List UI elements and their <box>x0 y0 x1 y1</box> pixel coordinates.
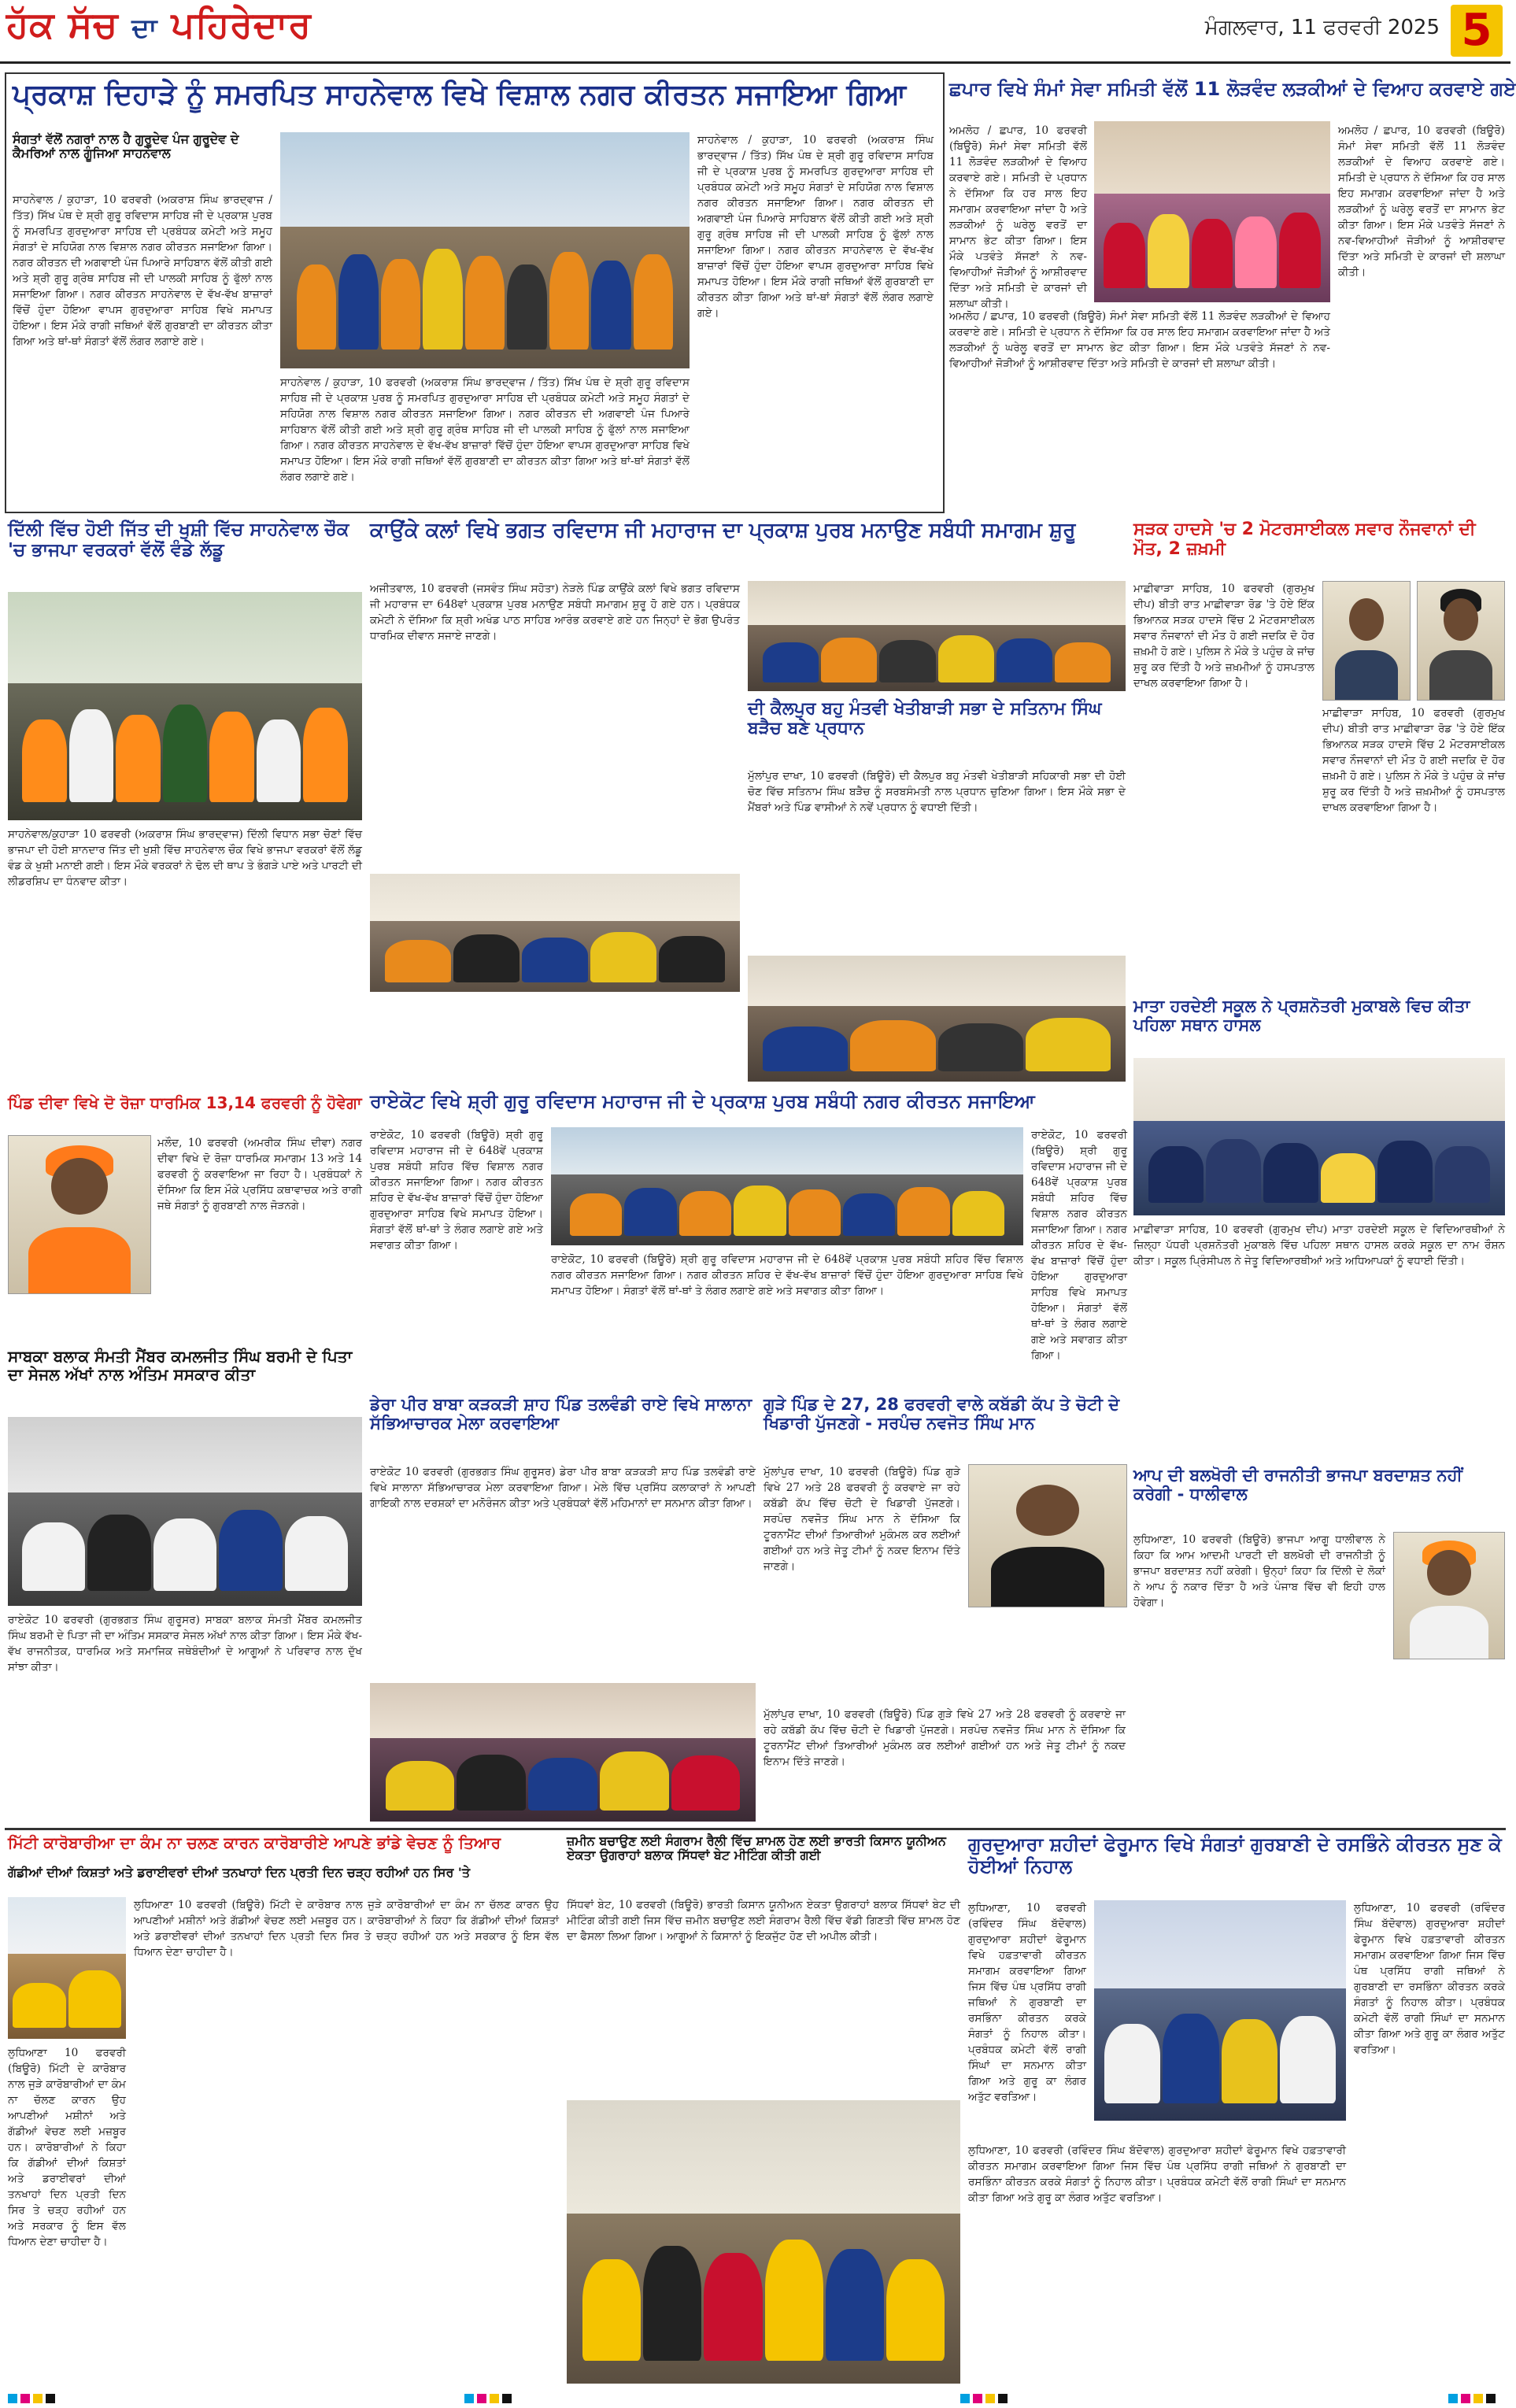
photo-school-students <box>1133 1058 1505 1215</box>
article-dera-mela: ਰਾਏਕੋਟ 10 ਫਰਵਰੀ (ਗੁਰਭਗਤ ਸਿੰਘ ਗੁਰੂਸਰ) ਡੇਰਾ ਪੀਰ ਬਾਬਾ ਕੜਕੜੀ ਸ਼ਾਹ ਪਿੰਡ ਤਲਵੰਡੀ ਰਾਏ ਵਿਖੇ ਸਾਲਾਨਾ ਸੱਭਿਆਚਾਰਕ ਮੇਲਾ ਕਰਵਾਇਆ ਗਿਆ। ਮੇਲੇ ਵਿੱਚ ਪ੍ਰਸਿੱਧ ਕਲਾਕਾਰਾਂ ਨੇ ਆਪਣੀ ਗਾਇਕੀ ਨਾਲ ਦਰਸ਼ਕਾਂ ਦਾ ਮਨੋਰੰਜਨ ਕੀਤਾ ਅਤੇ ਪ੍ਰਬੰਧਕਾਂ ਵੱਲੋਂ ਮਹਿਮਾਨਾਂ ਦਾ ਸਨਮਾਨ ਕੀਤਾ ਗਿਆ। <box>370 1466 756 1510</box>
article-raikot-col2: ਰਾਏਕੋਟ, 10 ਫਰਵਰੀ (ਬਿਊਰੋ) ਸ਼੍ਰੀ ਗੁਰੂ ਰਵਿਦਾਸ ਮਹਾਰਾਜ ਜੀ ਦੇ 648ਵੇਂ ਪ੍ਰਕਾਸ਼ ਪੁਰਬ ਸਬੰਧੀ ਸ਼ਹਿਰ ਵਿੱਚ ਵਿਸ਼ਾਲ ਨਗਰ ਕੀਰਤਨ ਸਜਾਇਆ ਗਿਆ। ਨਗਰ ਕੀਰਤਨ ਸ਼ਹਿਰ ਦੇ ਵੱਖ-ਵੱਖ ਬਾਜ਼ਾਰਾਂ ਵਿੱਚੋਂ ਹੁੰਦਾ ਹੋਇਆ ਗੁਰਦੁਆਰਾ ਸਾਹਿਬ ਵਿਖੇ ਸਮਾਪਤ ਹੋਇਆ। ਸੰਗਤਾਂ ਵੱਲੋਂ ਥਾਂ-ਥਾਂ ਤੇ ਲੰਗਰ ਲਗਾਏ ਗਏ ਅਤੇ ਸਵਾਗਤ ਕੀਤਾ ਗਿਆ। <box>1031 1129 1127 1362</box>
headline-gurdwara-pheruman: ਗੁਰਦੁਆਰਾ ਸ਼ਹੀਦਾਂ ਫੇਰੂਮਾਨ ਵਿਖੇ ਸੰਗਤਾਂ ਗੁਰਬਾਣੀ ਦੇ ਰਸਭਿੰਨੇ ਕੀਰਤਨ ਸੁਣ ਕੇ ਹੋਈਆਂ ਨਿਹਾਲ <box>968 1833 1502 1877</box>
print-registration-strip <box>0 2389 1510 2408</box>
article-raikot-col3: ਰਾਏਕੋਟ, 10 ਫਰਵਰੀ (ਬਿਊਰੋ) ਸ਼੍ਰੀ ਗੁਰੂ ਰਵਿਦਾਸ ਮਹਾਰਾਜ ਜੀ ਦੇ 648ਵੇਂ ਪ੍ਰਕਾਸ਼ ਪੁਰਬ ਸਬੰਧੀ ਸ਼ਹਿਰ ਵਿੱਚ ਵਿਸ਼ਾਲ ਨਗਰ ਕੀਰਤਨ ਸਜਾਇਆ ਗਿਆ। ਨਗਰ ਕੀਰਤਨ ਸ਼ਹਿਰ ਦੇ ਵੱਖ-ਵੱਖ ਬਾਜ਼ਾਰਾਂ ਵਿੱਚੋਂ ਹੁੰਦਾ ਹੋਇਆ ਗੁਰਦੁਆਰਾ ਸਾਹਿਬ ਵਿਖੇ ਸਮਾਪਤ ਹੋਇਆ। ਸੰਗਤਾਂ ਵੱਲੋਂ ਥਾਂ-ਥਾਂ ਤੇ ਲੰਗਰ ਲਗਾਏ ਗਏ ਅਤੇ ਸਵਾਗਤ ਕੀਤਾ ਗਿਆ। <box>551 1253 1023 1297</box>
article-diwa-program: ਮਲੌਦ, 10 ਫਰਵਰੀ (ਅਮਰੀਕ ਸਿੰਘ ਦੀਵਾ) ਨਗਰ ਦੀਵਾ ਵਿਖੇ ਦੋ ਰੋਜ਼ਾ ਧਾਰਮਿਕ ਸਮਾਗਮ 13 ਅਤੇ 14 ਫਰਵਰੀ ਨੂੰ ਕਰਵਾਇਆ ਜਾ ਰਿਹਾ ਹੈ। ਪ੍ਰਬੰਧਕਾਂ ਨੇ ਦੱਸਿਆ ਕਿ ਇਸ ਮੌਕੇ ਪ੍ਰਸਿੱਧ ਕਥਾਵਾਚਕ ਅਤੇ ਰਾਗੀ ਜਥੇ ਸੰਗਤਾਂ ਨੂੰ ਗੁਰਬਾਣੀ ਨਾਲ ਜੋੜਨਗੇ। <box>157 1137 362 1212</box>
article-weddings-col2: ਅਮਲੋਹ / ਛਪਾਰ, 10 ਫਰਵਰੀ (ਬਿਊਰੋ) ਸੰਮਾਂ ਸੇਵਾ ਸਮਿਤੀ ਵੱਲੋਂ 11 ਲੋੜਵੰਦ ਲੜਕੀਆਂ ਦੇ ਵਿਆਹ ਕਰਵਾਏ ਗਏ। ਸਮਿਤੀ ਦੇ ਪ੍ਰਧਾਨ ਨੇ ਦੱਸਿਆ ਕਿ ਹਰ ਸਾਲ ਇਹ ਸਮਾਗਮ ਕਰਵਾਇਆ ਜਾਂਦਾ ਹੈ ਅਤੇ ਲੜਕੀਆਂ ਨੂੰ ਘਰੇਲੂ ਵਰਤੋਂ ਦਾ ਸਾਮਾਨ ਭੇਟ ਕੀਤਾ ਗਿਆ। ਇਸ ਮੌਕੇ ਪਤਵੰਤੇ ਸੱਜਣਾਂ ਨੇ ਨਵ-ਵਿਆਹੀਆਂ ਜੋੜੀਆਂ ਨੂੰ ਆਸ਼ੀਰਵਾਦ ਦਿੱਤਾ ਅਤੇ ਸਮਿਤੀ ਦੇ ਕਾਰਜਾਂ ਦੀ ਸ਼ਲਾਘਾ ਕੀਤੀ। <box>1338 124 1505 279</box>
photo-barmi-cremation <box>8 1417 362 1606</box>
article-pheruman-col2: ਲੁਧਿਆਣਾ, 10 ਫਰਵਰੀ (ਰਵਿੰਦਰ ਸਿੰਘ ਬੱਦੋਵਾਲ) ਗੁਰਦੁਆਰਾ ਸ਼ਹੀਦਾਂ ਫੇਰੂਮਾਨ ਵਿਖੇ ਹਫ਼ਤਾਵਾਰੀ ਕੀਰਤਨ ਸਮਾਗਮ ਕਰਵਾਇਆ ਗਿਆ ਜਿਸ ਵਿੱਚ ਪੰਥ ਪ੍ਰਸਿੱਧ ਰਾਗੀ ਜਥਿਆਂ ਨੇ ਗੁਰਬਾਣੀ ਦਾ ਰਸਭਿੰਨਾ ਕੀਰਤਨ ਕਰਕੇ ਸੰਗਤਾਂ ਨੂੰ ਨਿਹਾਲ ਕੀਤਾ। ਪ੍ਰਬੰਧਕ ਕਮੇਟੀ ਵੱਲੋਂ ਰਾਗੀ ਸਿੰਘਾਂ ਦਾ ਸਨਮਾਨ ਕੀਤਾ ਗਿਆ ਅਤੇ ਗੁਰੂ ਕਾ ਲੰਗਰ ਅਤੁੱਟ ਵਰਤਿਆ। <box>1354 1902 1505 2056</box>
photo-kailpur-group <box>370 874 740 992</box>
article-kaunke-kalan-col1: ਅਜੀਤਵਾਲ, 10 ਫਰਵਰੀ (ਜਸਵੰਤ ਸਿੰਘ ਸਹੋਤਾ) ਨੇੜਲੇ ਪਿੰਡ ਕਾਉਂਕੇ ਕਲਾਂ ਵਿਖੇ ਭਗਤ ਰਵਿਦਾਸ ਜੀ ਮਹਾਰਾਜ ਦਾ 648ਵਾਂ ਪ੍ਰਕਾਸ਼ ਪੁਰਬ ਮਨਾਉਣ ਸਬੰਧੀ ਸਮਾਗਮ ਸ਼ੁਰੂ ਹੋ ਗਏ ਹਨ। ਪ੍ਰਬੰਧਕ ਕਮੇਟੀ ਨੇ ਦੱਸਿਆ ਕਿ ਸ਼੍ਰੀ ਅਖੰਡ ਪਾਠ ਸਾਹਿਬ ਆਰੰਭ ਕਰਵਾਏ ਗਏ ਹਨ ਜਿਨ੍ਹਾਂ ਦੇ ਭੋਗ ਉਪਰੰਤ ਧਾਰਮਿਕ ਦੀਵਾਨ ਸਜਾਏ ਜਾਣਗੇ। <box>370 583 740 642</box>
headline-school-quiz: ਮਾਤਾ ਹਰਦੇਈ ਸਕੂਲ ਨੇ ਪ੍ਰਸ਼ਨੋਤਰੀ ਮੁਕਾਬਲੇ ਵਿਚ ਕੀਤਾ ਪਹਿਲਾ ਸਥਾਨ ਹਾਸਲ <box>1133 997 1470 1035</box>
photo-mitti-excavator <box>8 1897 126 2039</box>
article-mitti-col1: ਲੁਧਿਆਣਾ 10 ਫਰਵਰੀ (ਬਿਊਰੋ) ਮਿੱਟੀ ਦੇ ਕਾਰੋਬਾਰ ਨਾਲ ਜੁੜੇ ਕਾਰੋਬਾਰੀਆਂ ਦਾ ਕੰਮ ਨਾ ਚੱਲਣ ਕਾਰਨ ਉਹ ਆਪਣੀਆਂ ਮਸ਼ੀਨਾਂ ਅਤੇ ਗੱਡੀਆਂ ਵੇਚਣ ਲਈ ਮਜ਼ਬੂਰ ਹਨ। ਕਾਰੋਬਾਰੀਆਂ ਨੇ ਕਿਹਾ ਕਿ ਗੱਡੀਆਂ ਦੀਆਂ ਕਿਸ਼ਤਾਂ ਅਤੇ ਡਰਾਈਵਰਾਂ ਦੀਆਂ ਤਨਖਾਹਾਂ ਦਿਨ ਪ੍ਰਤੀ ਦਿਨ ਸਿਰ ਤੇ ਚੜ੍ਹ ਰਹੀਆਂ ਹਨ ਅਤੇ ਸਰਕਾਰ ਨੂੰ ਇਸ ਵੱਲ ਧਿਆਨ ਦੇਣਾ ਚਾਹੀਦਾ ਹੈ। <box>8 2047 126 2248</box>
title-part-a: ਹੱਕ ਸੱਚ <box>6 3 119 46</box>
article-barmi-cremation: ਰਾਏਕੋਟ 10 ਫਰਵਰੀ (ਗੁਰਭਗਤ ਸਿੰਘ ਗੁਰੂਸਰ) ਸਾਬਕਾ ਬਲਾਕ ਸੰਮਤੀ ਮੈਂਬਰ ਕਮਲਜੀਤ ਸਿੰਘ ਬਰਮੀ ਦੇ ਪਿਤਾ ਜੀ ਦਾ ਅੰਤਿਮ ਸਸਕਾਰ ਸੇਜਲ ਅੱਖਾਂ ਨਾਲ ਕੀਤਾ ਗਿਆ। ਇਸ ਮੌਕੇ ਵੱਖ-ਵੱਖ ਰਾਜਨੀਤਕ, ਧਾਰਮਿਕ ਅਤੇ ਸਮਾਜਿਕ ਜਥੇਬੰਦੀਆਂ ਦੇ ਆਗੂਆਂ ਨੇ ਪਰਿਵਾਰ ਨਾਲ ਦੁੱਖ ਸਾਂਝਾ ਕੀਤਾ। <box>8 1614 362 1674</box>
photo-dhaliwal <box>1393 1532 1505 1659</box>
article-weddings-col1: ਅਮਲੋਹ / ਛਪਾਰ, 10 ਫਰਵਰੀ (ਬਿਊਰੋ) ਸੰਮਾਂ ਸੇਵਾ ਸਮਿਤੀ ਵੱਲੋਂ 11 ਲੋੜਵੰਦ ਲੜਕੀਆਂ ਦੇ ਵਿਆਹ ਕਰਵਾਏ ਗਏ। ਸਮਿਤੀ ਦੇ ਪ੍ਰਧਾਨ ਨੇ ਦੱਸਿਆ ਕਿ ਹਰ ਸਾਲ ਇਹ ਸਮਾਗਮ ਕਰਵਾਇਆ ਜਾਂਦਾ ਹੈ ਅਤੇ ਲੜਕੀਆਂ ਨੂੰ ਘਰੇਲੂ ਵਰਤੋਂ ਦਾ ਸਾਮਾਨ ਭੇਟ ਕੀਤਾ ਗਿਆ। ਇਸ ਮੌਕੇ ਪਤਵੰਤੇ ਸੱਜਣਾਂ ਨੇ ਨਵ-ਵਿਆਹੀਆਂ ਜੋੜੀਆਂ ਨੂੰ ਆਸ਼ੀਰਵਾਦ ਦਿੱਤਾ ਅਤੇ ਸਮਿਤੀ ਦੇ ਕਾਰਜਾਂ ਦੀ ਸ਼ਲਾਘਾ ਕੀਤੀ। <box>949 124 1087 310</box>
headline-dhaliwal-statement: ਆਪ ਦੀ ਬਲਖੋਰੀ ਦੀ ਰਾਜਨੀਤੀ ਭਾਜਪਾ ਬਰਦਾਸ਼ਤ ਨਹੀਂ ਕਰੇਗੀ - ਧਾਲੀਵਾਲ <box>1133 1466 1462 1504</box>
headline-gure-kabaddi: ਗੁੜੇ ਪਿੰਡ ਦੇ 27, 28 ਫਰਵਰੀ ਵਾਲੇ ਕਬੱਡੀ ਕੱਪ ਤੇ ਚੋਟੀ ਦੇ ਖਿਡਾਰੀ ਪੁੱਜਣਗੇ - ਸਰਪੰਚ ਨਵਜੋਤ ਸਿੰਘ ਮਾਨ <box>764 1395 1120 1433</box>
article-weddings-col3: ਅਮਲੋਹ / ਛਪਾਰ, 10 ਫਰਵਰੀ (ਬਿਊਰੋ) ਸੰਮਾਂ ਸੇਵਾ ਸਮਿਤੀ ਵੱਲੋਂ 11 ਲੋੜਵੰਦ ਲੜਕੀਆਂ ਦੇ ਵਿਆਹ ਕਰਵਾਏ ਗਏ। ਸਮਿਤੀ ਦੇ ਪ੍ਰਧਾਨ ਨੇ ਦੱਸਿਆ ਕਿ ਹਰ ਸਾਲ ਇਹ ਸਮਾਗਮ ਕਰਵਾਇਆ ਜਾਂਦਾ ਹੈ ਅਤੇ ਲੜਕੀਆਂ ਨੂੰ ਘਰੇਲੂ ਵਰਤੋਂ ਦਾ ਸਾਮਾਨ ਭੇਟ ਕੀਤਾ ਗਿਆ। ਇਸ ਮੌਕੇ ਪਤਵੰਤੇ ਸੱਜਣਾਂ ਨੇ ਨਵ-ਵਿਆਹੀਆਂ ਜੋੜੀਆਂ ਨੂੰ ਆਸ਼ੀਰਵਾਦ ਦਿੱਤਾ ਅਤੇ ਸਮਿਤੀ ਦੇ ਕਾਰਜਾਂ ਦੀ ਸ਼ਲਾਘਾ ਕੀਤੀ। <box>949 310 1330 370</box>
headline-raikot-nagar-kirtan: ਰਾਏਕੋਟ ਵਿਖੇ ਸ਼੍ਰੀ ਗੁਰੂ ਰਵਿਦਾਸ ਮਹਾਰਾਜ ਜੀ ਦੇ ਪ੍ਰਕਾਸ਼ ਪੁਰਬ ਸਬੰਧੀ ਨਗਰ ਕੀਰਤਨ ਸਜਾਇਆ <box>370 1090 1035 1112</box>
photo-pheruman-kirtan <box>1094 1900 1346 2121</box>
photo-raikot-procession <box>551 1127 1023 1245</box>
article-nagar-kirtan-col3: ਸਾਹਨੇਵਾਲ / ਕੁਹਾੜਾ, 10 ਫਰਵਰੀ (ਅਕਰਾਸ਼ ਸਿੰਘ ਭਾਰਦ੍ਵਾਜ / ਤਿੱਤ) ਸਿੱਖ ਪੰਥ ਦੇ ਸ਼੍ਰੀ ਗੁਰੂ ਰਵਿਦਾਸ ਸਾਹਿਬ ਜੀ ਦੇ ਪ੍ਰਕਾਸ਼ ਪੁਰਬ ਨੂੰ ਸਮਰਪਿਤ ਗੁਰਦੁਆਰਾ ਸਾਹਿਬ ਦੀ ਪ੍ਰਬੰਧਕ ਕਮੇਟੀ ਅਤੇ ਸਮੂਹ ਸੰਗਤਾਂ ਦੇ ਸਹਿਯੋਗ ਨਾਲ ਵਿਸ਼ਾਲ ਨਗਰ ਕੀਰਤਨ ਸਜਾਇਆ ਗਿਆ। ਨਗਰ ਕੀਰਤਨ ਦੀ ਅਗਵਾਈ ਪੰਜ ਪਿਆਰੇ ਸਾਹਿਬਾਨ ਵੱਲੋਂ ਕੀਤੀ ਗਈ ਅਤੇ ਸ਼੍ਰੀ ਗੁਰੂ ਗ੍ਰੰਥ ਸਾਹਿਬ ਜੀ ਦੀ ਪਾਲਕੀ ਸਾਹਿਬ ਨੂੰ ਫੁੱਲਾਂ ਨਾਲ ਸਜਾਇਆ ਗਿਆ। ਨਗਰ ਕੀਰਤਨ ਸਾਹਨੇਵਾਲ ਦੇ ਵੱਖ-ਵੱਖ ਬਾਜ਼ਾਰਾਂ ਵਿੱਚੋਂ ਹੁੰਦਾ ਹੋਇਆ ਵਾਪਸ ਗੁਰਦੁਆਰਾ ਸਾਹਿਬ ਵਿਖੇ ਸਮਾਪਤ ਹੋਇਆ। ਇਸ ਮੌਕੇ ਰਾਗੀ ਜਥਿਆਂ ਵੱਲੋਂ ਗੁਰਬਾਣੀ ਦਾ ਕੀਰਤਨ ਕੀਤਾ ਗਿਆ ਅਤੇ ਥਾਂ-ਥਾਂ ਸੰਗਤਾਂ ਵੱਲੋਂ ਲੰਗਰ ਲਗਾਏ ਗਏ। <box>697 134 934 320</box>
headline-kaunke-kalan: ਕਾਉਂਕੇ ਕਲਾਂ ਵਿਖੇ ਭਗਤ ਰਵਿਦਾਸ ਜੀ ਮਹਾਰਾਜ ਦਾ ਪ੍ਰਕਾਸ਼ ਪੁਰਬ ਮਨਾਉਣ ਸਬੰਧੀ ਸਮਾਗਮ ਸ਼ੁਰੂ <box>370 519 1076 542</box>
article-kisan-union: ਸਿੱਧਵਾਂ ਬੇਟ, 10 ਫਰਵਰੀ (ਬਿਊਰੋ) ਭਾਰਤੀ ਕਿਸਾਨ ਯੂਨੀਅਨ ਏਕਤਾ ਉਗਰਾਹਾਂ ਬਲਾਕ ਸਿੱਧਵਾਂ ਬੇਟ ਦੀ ਮੀਟਿੰਗ ਕੀਤੀ ਗਈ ਜਿਸ ਵਿੱਚ ਜ਼ਮੀਨ ਬਚਾਉਣ ਲਈ ਸੰਗਰਾਮ ਰੈਲੀ ਵਿੱਚ ਵੱਡੀ ਗਿਣਤੀ ਵਿੱਚ ਸ਼ਾਮਲ ਹੋਣ ਦਾ ਫੈਸਲਾ ਲਿਆ ਗਿਆ। ਆਗੂਆਂ ਨੇ ਕਿਸਾਨਾਂ ਨੂੰ ਇਕਜੁੱਟ ਹੋਣ ਦੀ ਅਪੀਲ ਕੀਤੀ। <box>567 1899 960 1943</box>
article-mitti-col2: ਲੁਧਿਆਣਾ 10 ਫਰਵਰੀ (ਬਿਊਰੋ) ਮਿੱਟੀ ਦੇ ਕਾਰੋਬਾਰ ਨਾਲ ਜੁੜੇ ਕਾਰੋਬਾਰੀਆਂ ਦਾ ਕੰਮ ਨਾ ਚੱਲਣ ਕਾਰਨ ਉਹ ਆਪਣੀਆਂ ਮਸ਼ੀਨਾਂ ਅਤੇ ਗੱਡੀਆਂ ਵੇਚਣ ਲਈ ਮਜ਼ਬੂਰ ਹਨ। ਕਾਰੋਬਾਰੀਆਂ ਨੇ ਕਿਹਾ ਕਿ ਗੱਡੀਆਂ ਦੀਆਂ ਕਿਸ਼ਤਾਂ ਅਤੇ ਡਰਾਈਵਰਾਂ ਦੀਆਂ ਤਨਖਾਹਾਂ ਦਿਨ ਪ੍ਰਤੀ ਦਿਨ ਸਿਰ ਤੇ ਚੜ੍ਹ ਰਹੀਆਂ ਹਨ ਅਤੇ ਸਰਕਾਰ ਨੂੰ ਇਸ ਵੱਲ ਧਿਆਨ ਦੇਣਾ ਚਾਹੀਦਾ ਹੈ। <box>134 1899 559 1959</box>
photo-diwa-speaker <box>8 1135 151 1294</box>
newspaper-title <box>6 3 312 47</box>
photo-nagar-kirtan <box>280 132 690 368</box>
article-road-accident: ਮਾਛੀਵਾੜਾ ਸਾਹਿਬ, 10 ਫਰਵਰੀ (ਗੁਰਮੁਖ ਦੀਪ) ਬੀਤੀ ਰਾਤ ਮਾਛੀਵਾੜਾ ਰੋਡ 'ਤੇ ਹੋਏ ਇੱਕ ਭਿਆਨਕ ਸੜਕ ਹਾਦਸੇ ਵਿੱਚ 2 ਮੋਟਰਸਾਈਕਲ ਸਵਾਰ ਨੌਜਵਾਨਾਂ ਦੀ ਮੌਤ ਹੋ ਗਈ ਜਦਕਿ ਦੋ ਹੋਰ ਜ਼ਖ਼ਮੀ ਹੋ ਗਏ। ਪੁਲਿਸ ਨੇ ਮੌਕੇ ਤੇ ਪਹੁੰਚ ਕੇ ਜਾਂਚ ਸ਼ੁਰੂ ਕਰ ਦਿੱਤੀ ਹੈ ਅਤੇ ਜ਼ਖ਼ਮੀਆਂ ਨੂੰ ਹਸਪਤਾਲ ਦਾਖਲ ਕਰਵਾਇਆ ਗਿਆ ਹੈ। <box>1133 583 1314 690</box>
article-gure-kabaddi: ਮੁੱਲਾਂਪੁਰ ਦਾਖਾ, 10 ਫਰਵਰੀ (ਬਿਊਰੋ) ਪਿੰਡ ਗੁੜੇ ਵਿਖੇ 27 ਅਤੇ 28 ਫਰਵਰੀ ਨੂੰ ਕਰਵਾਏ ਜਾ ਰਹੇ ਕਬੱਡੀ ਕੱਪ ਵਿੱਚ ਚੋਟੀ ਦੇ ਖਿਡਾਰੀ ਪੁੱਜਣਗੇ। ਸਰਪੰਚ ਨਵਜੋਤ ਸਿੰਘ ਮਾਨ ਨੇ ਦੱਸਿਆ ਕਿ ਟੂਰਨਾਮੈਂਟ ਦੀਆਂ ਤਿਆਰੀਆਂ ਮੁਕੰਮਲ ਕਰ ਲਈਆਂ ਗਈਆਂ ਹਨ ਅਤੇ ਜੇਤੂ ਟੀਮਾਂ ਨੂੰ ਨਕਦ ਇਨਾਮ ਦਿੱਤੇ ਜਾਣਗੇ। <box>764 1466 960 1573</box>
headline-mitti-karobar: ਮਿੱਟੀ ਕਾਰੋਬਾਰੀਆ ਦਾ ਕੰਮ ਨਾ ਚਲਣ ਕਾਰਨ ਕਾਰੋਬਾਰੀਏ ਆਪਣੇ ਭਾਂਡੇ ਵੇਚਣ ਨੂੰ ਤਿਆਰ <box>8 1833 501 1852</box>
article-gure-kabaddi-col2: ਮੁੱਲਾਂਪੁਰ ਦਾਖਾ, 10 ਫਰਵਰੀ (ਬਿਊਰੋ) ਪਿੰਡ ਗੁੜੇ ਵਿਖੇ 27 ਅਤੇ 28 ਫਰਵਰੀ ਨੂੰ ਕਰਵਾਏ ਜਾ ਰਹੇ ਕਬੱਡੀ ਕੱਪ ਵਿੱਚ ਚੋਟੀ ਦੇ ਖਿਡਾਰੀ ਪੁੱਜਣਗੇ। ਸਰਪੰਚ ਨਵਜੋਤ ਸਿੰਘ ਮਾਨ ਨੇ ਦੱਸਿਆ ਕਿ ਟੂਰਨਾਮੈਂਟ ਦੀਆਂ ਤਿਆਰੀਆਂ ਮੁਕੰਮਲ ਕਰ ਲਈਆਂ ਗਈਆਂ ਹਨ ਅਤੇ ਜੇਤੂ ਟੀਮਾਂ ਨੂੰ ਨਕਦ ਇਨਾਮ ਦਿੱਤੇ ਜਾਣਗੇ। <box>764 1708 1126 1768</box>
photo-dera-mela <box>370 1683 756 1822</box>
headline-kisan-union: ਜ਼ਮੀਨ ਬਚਾਉਣ ਲਈ ਸੰਗਰਾਮ ਰੈਲੀ ਵਿੱਚ ਸ਼ਾਮਲ ਹੋਣ ਲਈ ਭਾਰਤੀ ਕਿਸਾਨ ਯੂਨੀਅਨ ਏਕਤਾ ਉਗਰਾਹਾਂ ਬਲਾਕ ਸਿੱਧਵਾਂ ਬੇਟ ਮੀਟਿੰਗ ਕੀਤੀ ਗਈ <box>567 1833 946 1863</box>
article-road-accident-col2: ਮਾਛੀਵਾੜਾ ਸਾਹਿਬ, 10 ਫਰਵਰੀ (ਗੁਰਮੁਖ ਦੀਪ) ਬੀਤੀ ਰਾਤ ਮਾਛੀਵਾੜਾ ਰੋਡ 'ਤੇ ਹੋਏ ਇੱਕ ਭਿਆਨਕ ਸੜਕ ਹਾਦਸੇ ਵਿੱਚ 2 ਮੋਟਰਸਾਈਕਲ ਸਵਾਰ ਨੌਜਵਾਨਾਂ ਦੀ ਮੌਤ ਹੋ ਗਈ ਜਦਕਿ ਦੋ ਹੋਰ ਜ਼ਖ਼ਮੀ ਹੋ ਗਏ। ਪੁਲਿਸ ਨੇ ਮੌਕੇ ਤੇ ਪਹੁੰਚ ਕੇ ਜਾਂਚ ਸ਼ੁਰੂ ਕਰ ਦਿੱਤੀ ਹੈ ਅਤੇ ਜ਼ਖ਼ਮੀਆਂ ਨੂੰ ਹਸਪਤਾਲ ਦਾਖਲ ਕਰਵਾਇਆ ਗਿਆ ਹੈ। <box>1322 707 1505 814</box>
headline-bjp-laddoos: ਦਿੱਲੀ ਵਿੱਚ ਹੋਈ ਜਿੱਤ ਦੀ ਖੁਸ਼ੀ ਵਿੱਚ ਸਾਹਨੇਵਾਲ ਚੌਕ 'ਚ ਭਾਜਪਾ ਵਰਕਰਾਂ ਵੱਲੋਂ ਵੰਡੇ ਲੱਡੂ <box>8 520 349 561</box>
title-part-b: ਦਾ <box>131 13 158 44</box>
photo-kailpur-members <box>748 956 1126 1082</box>
subheadline-mitti-karobar: ਗੱਡੀਆਂ ਦੀਆਂ ਕਿਸ਼ਤਾਂ ਅਤੇ ਡਰਾਈਵਰਾਂ ਦੀਆਂ ਤਨਖਾਹਾਂ ਦਿਨ ਪ੍ਰਤੀ ਦਿਨ ਚੜ੍ਹ ਰਹੀਆਂ ਹਨ ਸਿਰ 'ਤੇ <box>8 1865 471 1880</box>
article-bjp-laddoos: ਸਾਹਨੇਵਾਲ/ਕੁਹਾੜਾ 10 ਫਰਵਰੀ (ਅਕਰਾਸ਼ ਸਿੰਘ ਭਾਰਦ੍ਵਾਜ) ਦਿੱਲੀ ਵਿਧਾਨ ਸਭਾ ਚੋਣਾਂ ਵਿੱਚ ਭਾਜਪਾ ਦੀ ਹੋਈ ਸ਼ਾਨਦਾਰ ਜਿੱਤ ਦੀ ਖੁਸ਼ੀ ਵਿੱਚ ਸਾਹਨੇਵਾਲ ਚੌਕ ਵਿਖੇ ਭਾਜਪਾ ਵਰਕਰਾਂ ਵੱਲੋਂ ਲੱਡੂ ਵੰਡ ਕੇ ਖੁਸ਼ੀ ਮਨਾਈ ਗਈ। ਇਸ ਮੌਕੇ ਵਰਕਰਾਂ ਨੇ ਢੋਲ ਦੀ ਥਾਪ ਤੇ ਭੰਗੜੇ ਪਾਏ ਅਤੇ ਪਾਰਟੀ ਦੀ ਲੀਡਰਸ਼ਿਪ ਦਾ ਧੰਨਵਾਦ ਕੀਤਾ। <box>8 828 362 888</box>
subheadline-nagar-kirtan: ਸੰਗਤਾਂ ਵੱਲੋਂ ਨਗਰਾਂ ਨਾਲ ਹੈ ਗੁਰੂਦੇਵ ਪੰਜ ਗੁਰੂਦੇਵ ਦੇ ਕੈਮਰਿਆਂ ਨਾਲ ਗੂੰਜਿਆ ਸਾਹਨੇਵਾਲ <box>13 131 239 161</box>
page-number: 5 <box>1451 5 1503 57</box>
photo-sarpanch-navjot <box>968 1464 1127 1607</box>
photo-accident-victim-1 <box>1322 581 1411 701</box>
headline-diwa-program: ਪਿੰਡ ਦੀਵਾ ਵਿਖੇ ਦੋ ਰੋਜ਼ਾ ਧਾਰਮਿਕ 13,14 ਫਰਵਰੀ ਨੂੰ ਹੋਵੇਗਾ <box>8 1093 362 1112</box>
article-nagar-kirtan-col2: ਸਾਹਨੇਵਾਲ / ਕੁਹਾੜਾ, 10 ਫਰਵਰੀ (ਅਕਰਾਸ਼ ਸਿੰਘ ਭਾਰਦ੍ਵਾਜ / ਤਿੱਤ) ਸਿੱਖ ਪੰਥ ਦੇ ਸ਼੍ਰੀ ਗੁਰੂ ਰਵਿਦਾਸ ਸਾਹਿਬ ਜੀ ਦੇ ਪ੍ਰਕਾਸ਼ ਪੁਰਬ ਨੂੰ ਸਮਰਪਿਤ ਗੁਰਦੁਆਰਾ ਸਾਹਿਬ ਦੀ ਪ੍ਰਬੰਧਕ ਕਮੇਟੀ ਅਤੇ ਸਮੂਹ ਸੰਗਤਾਂ ਦੇ ਸਹਿਯੋਗ ਨਾਲ ਵਿਸ਼ਾਲ ਨਗਰ ਕੀਰਤਨ ਸਜਾਇਆ ਗਿਆ। ਨਗਰ ਕੀਰਤਨ ਦੀ ਅਗਵਾਈ ਪੰਜ ਪਿਆਰੇ ਸਾਹਿਬਾਨ ਵੱਲੋਂ ਕੀਤੀ ਗਈ ਅਤੇ ਸ਼੍ਰੀ ਗੁਰੂ ਗ੍ਰੰਥ ਸਾਹਿਬ ਜੀ ਦੀ ਪਾਲਕੀ ਸਾਹਿਬ ਨੂੰ ਫੁੱਲਾਂ ਨਾਲ ਸਜਾਇਆ ਗਿਆ। ਨਗਰ ਕੀਰਤਨ ਸਾਹਨੇਵਾਲ ਦੇ ਵੱਖ-ਵੱਖ ਬਾਜ਼ਾਰਾਂ ਵਿੱਚੋਂ ਹੁੰਦਾ ਹੋਇਆ ਵਾਪਸ ਗੁਰਦੁਆਰਾ ਸਾਹਿਬ ਵਿਖੇ ਸਮਾਪਤ ਹੋਇਆ। ਇਸ ਮੌਕੇ ਰਾਗੀ ਜਥਿਆਂ ਵੱਲੋਂ ਗੁਰਬਾਣੀ ਦਾ ਕੀਰਤਨ ਕੀਤਾ ਗਿਆ ਅਤੇ ਥਾਂ-ਥਾਂ ਸੰਗਤਾਂ ਵੱਲੋਂ ਲੰਗਰ ਲਗਾਏ ਗਏ। <box>280 376 690 483</box>
article-pheruman-col1: ਲੁਧਿਆਣਾ, 10 ਫਰਵਰੀ (ਰਵਿੰਦਰ ਸਿੰਘ ਬੱਦੋਵਾਲ) ਗੁਰਦੁਆਰਾ ਸ਼ਹੀਦਾਂ ਫੇਰੂਮਾਨ ਵਿਖੇ ਹਫ਼ਤਾਵਾਰੀ ਕੀਰਤਨ ਸਮਾਗਮ ਕਰਵਾਇਆ ਗਿਆ ਜਿਸ ਵਿੱਚ ਪੰਥ ਪ੍ਰਸਿੱਧ ਰਾਗੀ ਜਥਿਆਂ ਨੇ ਗੁਰਬਾਣੀ ਦਾ ਰਸਭਿੰਨਾ ਕੀਰਤਨ ਕਰਕੇ ਸੰਗਤਾਂ ਨੂੰ ਨਿਹਾਲ ਕੀਤਾ। ਪ੍ਰਬੰਧਕ ਕਮੇਟੀ ਵੱਲੋਂ ਰਾਗੀ ਸਿੰਘਾਂ ਦਾ ਸਨਮਾਨ ਕੀਤਾ ਗਿਆ ਅਤੇ ਗੁਰੂ ਕਾ ਲੰਗਰ ਅਤੁੱਟ ਵਰਤਿਆ। <box>968 1902 1086 2103</box>
headline-kailpur-society: ਦੀ ਕੈਲਪੁਰ ਬਹੁ ਮੰਤਵੀ ਖੇਤੀਬਾੜੀ ਸਭਾ ਦੇ ਸਤਿਨਾਮ ਸਿੰਘ ਬੜੈਚ ਬਣੇ ਪ੍ਰਧਾਨ <box>748 699 1102 739</box>
article-nagar-kirtan-col1: ਸਾਹਨੇਵਾਲ / ਕੁਹਾੜਾ, 10 ਫਰਵਰੀ (ਅਕਰਾਸ਼ ਸਿੰਘ ਭਾਰਦ੍ਵਾਜ / ਤਿੱਤ) ਸਿੱਖ ਪੰਥ ਦੇ ਸ਼੍ਰੀ ਗੁਰੂ ਰਵਿਦਾਸ ਸਾਹਿਬ ਜੀ ਦੇ ਪ੍ਰਕਾਸ਼ ਪੁਰਬ ਨੂੰ ਸਮਰਪਿਤ ਗੁਰਦੁਆਰਾ ਸਾਹਿਬ ਦੀ ਪ੍ਰਬੰਧਕ ਕਮੇਟੀ ਅਤੇ ਸਮੂਹ ਸੰਗਤਾਂ ਦੇ ਸਹਿਯੋਗ ਨਾਲ ਵਿਸ਼ਾਲ ਨਗਰ ਕੀਰਤਨ ਸਜਾਇਆ ਗਿਆ। ਨਗਰ ਕੀਰਤਨ ਦੀ ਅਗਵਾਈ ਪੰਜ ਪਿਆਰੇ ਸਾਹਿਬਾਨ ਵੱਲੋਂ ਕੀਤੀ ਗਈ ਅਤੇ ਸ਼੍ਰੀ ਗੁਰੂ ਗ੍ਰੰਥ ਸਾਹਿਬ ਜੀ ਦੀ ਪਾਲਕੀ ਸਾਹਿਬ ਨੂੰ ਫੁੱਲਾਂ ਨਾਲ ਸਜਾਇਆ ਗਿਆ। ਨਗਰ ਕੀਰਤਨ ਸਾਹਨੇਵਾਲ ਦੇ ਵੱਖ-ਵੱਖ ਬਾਜ਼ਾਰਾਂ ਵਿੱਚੋਂ ਹੁੰਦਾ ਹੋਇਆ ਵਾਪਸ ਗੁਰਦੁਆਰਾ ਸਾਹਿਬ ਵਿਖੇ ਸਮਾਪਤ ਹੋਇਆ। ਇਸ ਮੌਕੇ ਰਾਗੀ ਜਥਿਆਂ ਵੱਲੋਂ ਗੁਰਬਾਣੀ ਦਾ ਕੀਰਤਨ ਕੀਤਾ ਗਿਆ ਅਤੇ ਥਾਂ-ਥਾਂ ਸੰਗਤਾਂ ਵੱਲੋਂ ਲੰਗਰ ਲਗਾਏ ਗਏ। <box>13 194 272 348</box>
date-line: ਮੰਗਲਵਾਰ, 11 ਫਰਵਰੀ 2025 <box>1204 16 1440 39</box>
article-raikot-col1: ਰਾਏਕੋਟ, 10 ਫਰਵਰੀ (ਬਿਊਰੋ) ਸ਼੍ਰੀ ਗੁਰੂ ਰਵਿਦਾਸ ਮਹਾਰਾਜ ਜੀ ਦੇ 648ਵੇਂ ਪ੍ਰਕਾਸ਼ ਪੁਰਬ ਸਬੰਧੀ ਸ਼ਹਿਰ ਵਿੱਚ ਵਿਸ਼ਾਲ ਨਗਰ ਕੀਰਤਨ ਸਜਾਇਆ ਗਿਆ। ਨਗਰ ਕੀਰਤਨ ਸ਼ਹਿਰ ਦੇ ਵੱਖ-ਵੱਖ ਬਾਜ਼ਾਰਾਂ ਵਿੱਚੋਂ ਹੁੰਦਾ ਹੋਇਆ ਗੁਰਦੁਆਰਾ ਸਾਹਿਬ ਵਿਖੇ ਸਮਾਪਤ ਹੋਇਆ। ਸੰਗਤਾਂ ਵੱਲੋਂ ਥਾਂ-ਥਾਂ ਤੇ ਲੰਗਰ ਲਗਾਏ ਗਏ ਅਤੇ ਸਵਾਗਤ ਕੀਤਾ ਗਿਆ। <box>370 1129 543 1252</box>
headline-road-accident: ਸੜਕ ਹਾਦਸੇ 'ਚ 2 ਮੋਟਰਸਾਈਕਲ ਸਵਾਰ ਨੌਜਵਾਨਾਂ ਦੀ ਮੌਤ, 2 ਜ਼ਖ਼ਮੀ <box>1133 520 1476 560</box>
article-school-quiz: ਮਾਛੀਵਾੜਾ ਸਾਹਿਬ, 10 ਫਰਵਰੀ (ਗੁਰਮੁਖ ਦੀਪ) ਮਾਤਾ ਹਰਦੇਈ ਸਕੂਲ ਦੇ ਵਿਦਿਆਰਥੀਆਂ ਨੇ ਜ਼ਿਲ੍ਹਾ ਪੱਧਰੀ ਪ੍ਰਸ਼ਨੋਤਰੀ ਮੁਕਾਬਲੇ ਵਿੱਚ ਪਹਿਲਾ ਸਥਾਨ ਹਾਸਲ ਕਰਕੇ ਸਕੂਲ ਦਾ ਨਾਮ ਰੌਸ਼ਨ ਕੀਤਾ। ਸਕੂਲ ਪ੍ਰਿੰਸੀਪਲ ਨੇ ਜੇਤੂ ਵਿਦਿਆਰਥੀਆਂ ਅਤੇ ਅਧਿਆਪਕਾਂ ਨੂੰ ਵਧਾਈ ਦਿੱਤੀ। <box>1133 1223 1505 1267</box>
bottom-section-divider <box>5 1828 1506 1830</box>
masthead <box>0 0 1510 64</box>
photo-kaunke-kalan <box>748 581 1126 691</box>
headline-chhapar-weddings: ਛਪਾਰ ਵਿਖੇ ਸੰਮਾਂ ਸੇਵਾ ਸਮਿਤੀ ਵੱਲੋਂ 11 ਲੋੜਵੰਦ ਲੜਕੀਆਂ ਦੇ ਵਿਆਹ ਕਰਵਾਏ ਗਏ <box>949 78 1516 100</box>
article-kailpur-society: ਮੁੱਲਾਂਪੁਰ ਦਾਖਾ, 10 ਫਰਵਰੀ (ਬਿਊਰੋ) ਦੀ ਕੈਲਪੁਰ ਬਹੁ ਮੰਤਵੀ ਖੇਤੀਬਾੜੀ ਸਹਿਕਾਰੀ ਸਭਾ ਦੀ ਹੋਈ ਚੋਣ ਵਿੱਚ ਸਤਿਨਾਮ ਸਿੰਘ ਬੜੈਚ ਨੂੰ ਸਰਬਸੰਮਤੀ ਨਾਲ ਪ੍ਰਧਾਨ ਚੁਣਿਆ ਗਿਆ। ਇਸ ਮੌਕੇ ਸਭਾ ਦੇ ਮੈਂਬਰਾਂ ਅਤੇ ਪਿੰਡ ਵਾਸੀਆਂ ਨੇ ਨਵੇਂ ਪ੍ਰਧਾਨ ਨੂੰ ਵਧਾਈ ਦਿੱਤੀ। <box>748 770 1126 814</box>
title-part-c: ਪਹਿਰੇਦਾਰ <box>171 3 312 46</box>
headline-nagar-kirtan-sahnewal: ਪ੍ਰਕਾਸ਼ ਦਿਹਾੜੇ ਨੂੰ ਸਮਰਪਿਤ ਸਾਹਨੇਵਾਲ ਵਿਖੇ ਵਿਸ਼ਾਲ ਨਗਰ ਕੀਰਤਨ ਸਜਾਇਆ ਗਿਆ <box>13 79 907 111</box>
photo-bjp-celebration <box>8 592 362 820</box>
article-pheruman-col3: ਲੁਧਿਆਣਾ, 10 ਫਰਵਰੀ (ਰਵਿੰਦਰ ਸਿੰਘ ਬੱਦੋਵਾਲ) ਗੁਰਦੁਆਰਾ ਸ਼ਹੀਦਾਂ ਫੇਰੂਮਾਨ ਵਿਖੇ ਹਫ਼ਤਾਵਾਰੀ ਕੀਰਤਨ ਸਮਾਗਮ ਕਰਵਾਇਆ ਗਿਆ ਜਿਸ ਵਿੱਚ ਪੰਥ ਪ੍ਰਸਿੱਧ ਰਾਗੀ ਜਥਿਆਂ ਨੇ ਗੁਰਬਾਣੀ ਦਾ ਰਸਭਿੰਨਾ ਕੀਰਤਨ ਕਰਕੇ ਸੰਗਤਾਂ ਨੂੰ ਨਿਹਾਲ ਕੀਤਾ। ਪ੍ਰਬੰਧਕ ਕਮੇਟੀ ਵੱਲੋਂ ਰਾਗੀ ਸਿੰਘਾਂ ਦਾ ਸਨਮਾਨ ਕੀਤਾ ਗਿਆ ਅਤੇ ਗੁਰੂ ਕਾ ਲੰਗਰ ਅਤੁੱਟ ਵਰਤਿਆ। <box>968 2144 1346 2204</box>
photo-weddings <box>1094 121 1330 302</box>
headline-dera-mela: ਡੇਰਾ ਪੀਰ ਬਾਬਾ ਕੜਕੜੀ ਸ਼ਾਹ ਪਿੰਡ ਤਲਵੰਡੀ ਰਾਏ ਵਿਖੇ ਸਾਲਾਨਾ ਸੱਭਿਆਚਾਰਕ ਮੇਲਾ ਕਰਵਾਇਆ <box>370 1395 752 1433</box>
headline-barmi-cremation: ਸਾਬਕਾ ਬਲਾਕ ਸੰਮਤੀ ਮੈਂਬਰ ਕਮਲਜੀਤ ਸਿੰਘ ਬਰਮੀ ਦੇ ਪਿਤਾ ਦਾ ਸੇਜਲ ਅੱਖਾਂ ਨਾਲ ਅੰਤਿਮ ਸਸਕਾਰ ਕੀਤਾ <box>8 1347 353 1384</box>
article-dhaliwal: ਲੁਧਿਆਣਾ, 10 ਫਰਵਰੀ (ਬਿਊਰੋ) ਭਾਜਪਾ ਆਗੂ ਧਾਲੀਵਾਲ ਨੇ ਕਿਹਾ ਕਿ ਆਮ ਆਦਮੀ ਪਾਰਟੀ ਦੀ ਬਲਖੋਰੀ ਦੀ ਰਾਜਨੀਤੀ ਨੂੰ ਭਾਜਪਾ ਬਰਦਾਸ਼ਤ ਨਹੀਂ ਕਰੇਗੀ। ਉਨ੍ਹਾਂ ਕਿਹਾ ਕਿ ਦਿੱਲੀ ਦੇ ਲੋਕਾਂ ਨੇ ਆਪ ਨੂੰ ਨਕਾਰ ਦਿੱਤਾ ਹੈ ਅਤੇ ਪੰਜਾਬ ਵਿੱਚ ਵੀ ਇਹੀ ਹਾਲ ਹੋਵੇਗਾ। <box>1133 1533 1385 1609</box>
photo-accident-victim-2 <box>1417 581 1505 701</box>
photo-kisan-meeting <box>567 2100 960 2384</box>
